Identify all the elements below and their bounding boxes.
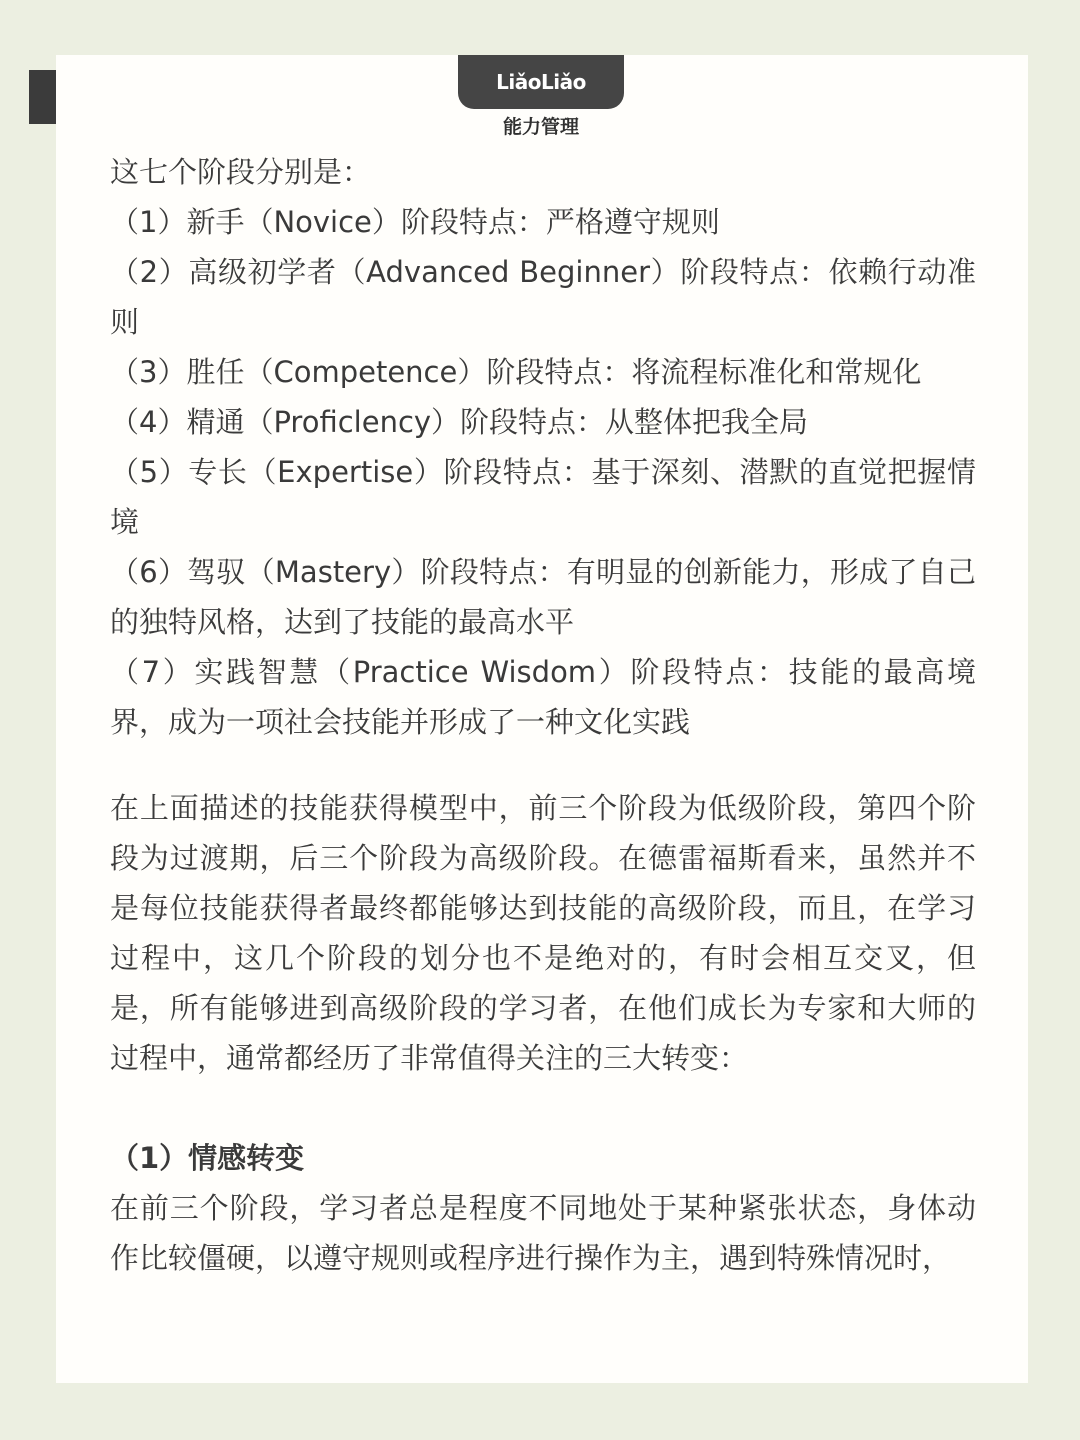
section-paragraph: 在前三个阶段，学习者总是程度不同地处于某种紧张状态，身体动作比较僵硬，以遵守规则或程序进行操作为主，遇到特殊情况时， xyxy=(110,1191,976,1275)
stage-item: （4）精通（Proficlency）阶段特点：从整体把我全局 xyxy=(110,405,809,439)
stage-item: （6）驾驭（Mastery）阶段特点：有明显的创新能力，形成了自己的独特风格，达到了技能的最高水平 xyxy=(110,555,976,639)
spacer xyxy=(110,747,976,783)
logo-tab xyxy=(458,55,624,109)
stage-item: （3）胜任（Competence）阶段特点：将流程标准化和常规化 xyxy=(110,355,922,389)
summary-paragraph: 在上面描述的技能获得模型中，前三个阶段为低级阶段，第四个阶段为过渡期，后三个阶段为高级阶段。在德雷福斯看来，虽然并不是每位技能获得者最终都能够达到技能的高级阶段，而且，在学习过程中，这几个阶段的划分也不是绝对的，有时会相互交叉，但是，所有能够进到高级阶段的学习者，在他们成长为专家和大师的过程中，通常都经历了非常值得关注的三大转变： xyxy=(110,791,976,1075)
stage-item: （2）高级初学者（Advanced Beginner）阶段特点：依赖行动准则 xyxy=(110,255,976,339)
article-body xyxy=(110,147,976,1283)
stage-item: （7）实践智慧（Practice Wisdom）阶段特点：技能的最高境界，成为一项社会技能并形成了一种文化实践 xyxy=(110,655,976,739)
stages-intro: 这七个阶段分别是： xyxy=(110,155,372,189)
page-subtitle: 能力管理 xyxy=(502,116,579,138)
section-heading: （1）情感转变 xyxy=(110,1141,305,1175)
spacer xyxy=(110,1083,976,1133)
stage-item: （5）专长（Expertise）阶段特点：基于深刻、潜默的直觉把握情境 xyxy=(110,455,976,539)
stage-item: （1）新手（Novice）阶段特点：严格遵守规则 xyxy=(110,205,720,239)
brand-logo: LiǎoLiǎo xyxy=(496,70,586,94)
side-tab-marker xyxy=(29,70,56,124)
